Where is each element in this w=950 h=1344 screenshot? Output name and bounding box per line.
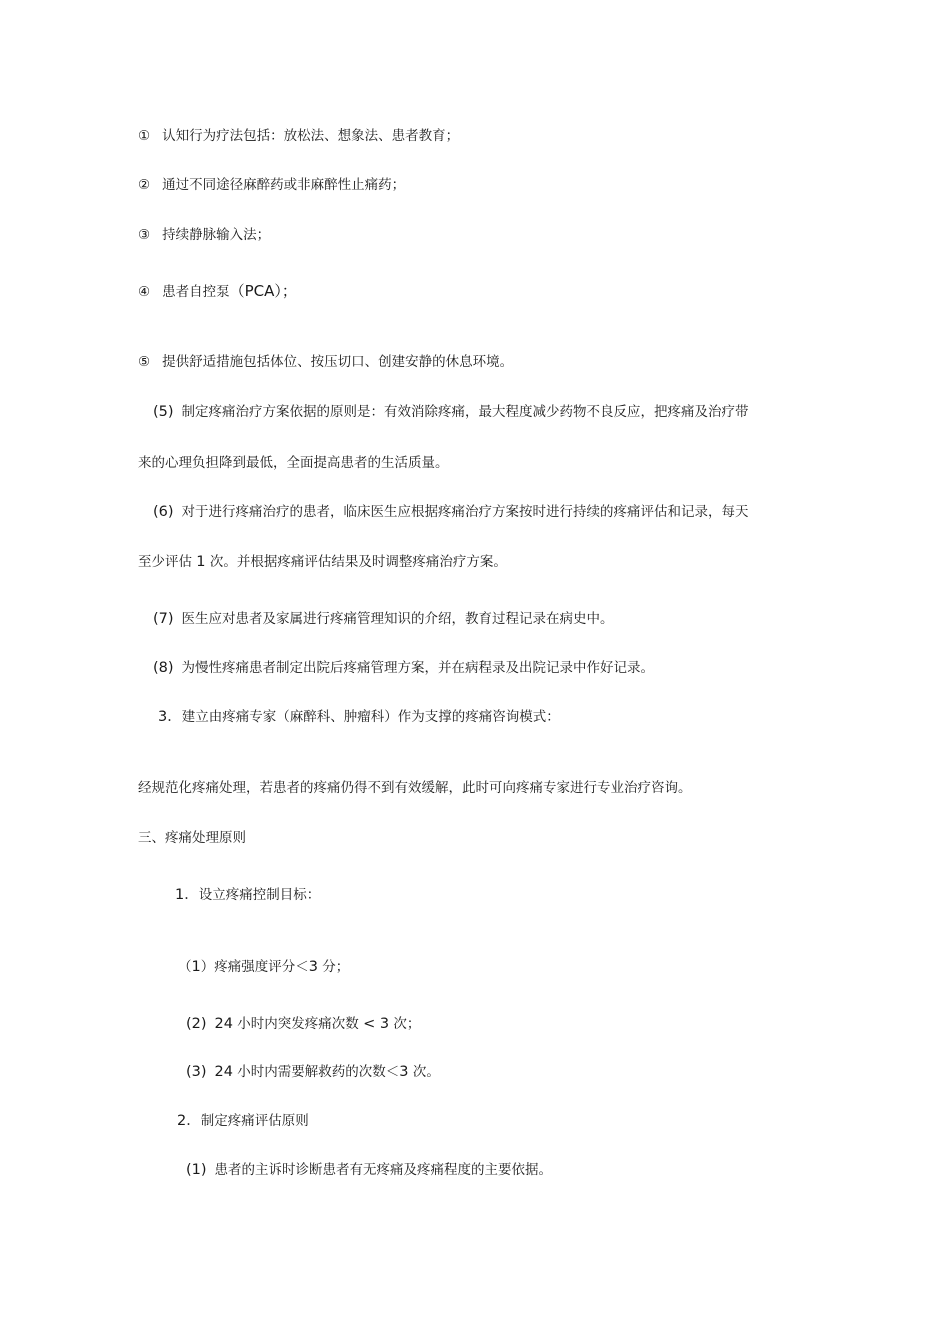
paragraph-8: [153, 658, 654, 678]
goal-3-value: 3: [399, 1064, 409, 1080]
circled-number-3: ③: [138, 227, 151, 243]
subsection-1-heading: [175, 885, 320, 905]
list-item-5: [138, 352, 513, 372]
goal-3: [186, 1062, 440, 1082]
paragraph-5-text: 制定疼痛治疗方案依据的原则是：有效消除疼痛，最大程度减少药物不良反应，把疼痛及治疗带: [181, 404, 749, 420]
list-item-2-text: 通过不同途径麻醉药或非麻醉性止痛药；: [162, 177, 406, 193]
paragraph-8-text: 为慢性疼痛患者制定出院后疼痛管理方案，并在病程录及出院记录中作好记录。: [181, 660, 655, 676]
goal-1-value: 3: [308, 959, 318, 975]
list-item-2: [138, 175, 405, 195]
paragraph-7: [153, 609, 614, 629]
list-item-4-text: 患者自控泵: [162, 284, 230, 300]
goal-3-unit: 次。: [412, 1064, 440, 1080]
goal-1-unit: 分；: [322, 959, 350, 975]
principle-1: [186, 1160, 552, 1180]
paragraph-7-text: 医生应对患者及家属进行疼痛管理知识的介绍，教育过程记录在病史中。: [181, 611, 614, 627]
paragraph-6-line-2: [138, 552, 507, 572]
pca-label: （PCA）；: [229, 282, 297, 300]
goal-2-hours: 24: [214, 1016, 233, 1032]
circled-number-1: ①: [138, 128, 151, 144]
paragraph-consult: [138, 778, 692, 798]
goal-3-text: 小时内需要解救药的次数＜: [237, 1064, 400, 1080]
subsection-2-number: 2．: [177, 1113, 201, 1129]
goal-1-number: 1: [191, 959, 201, 975]
chapter-heading-text: 三、疼痛处理原则: [138, 830, 246, 846]
circled-number-4: ④: [138, 284, 151, 300]
subsection-1-text: 设立疼痛控制目标：: [198, 887, 321, 903]
paragraph-5-line-2: [138, 453, 449, 473]
goal-1-text: ）疼痛强度评分＜: [200, 959, 309, 975]
section-3-heading: [158, 707, 560, 727]
goal-1-open: （: [178, 959, 192, 975]
goal-2-text: 小时内突发疼痛次数: [237, 1016, 359, 1032]
list-item-5-text: 提供舒适措施包括体位、按压切口、创建安静的休息环境。: [162, 354, 514, 370]
list-item-3: [138, 225, 270, 245]
principle-1-number: (1): [186, 1162, 207, 1178]
paragraph-6-text-a: 至少评估: [138, 554, 192, 570]
paragraph-5-line-1: [153, 402, 749, 422]
circled-number-5: ⑤: [138, 354, 151, 370]
subsection-2-text: 制定疼痛评估原则: [200, 1113, 309, 1129]
goal-3-number: (3): [186, 1064, 207, 1080]
principle-1-text: 患者的主诉时诊断患者有无疼痛及疼痛程度的主要依据。: [214, 1162, 553, 1178]
goal-2: [186, 1014, 420, 1034]
paragraph-6-number: (6): [153, 504, 174, 520]
list-item-1-text: 认知行为疗法包括：放松法、想象法、患者教育；: [162, 128, 460, 144]
subsection-2-heading: [177, 1111, 309, 1131]
circled-number-2: ②: [138, 177, 151, 193]
paragraph-6-count: 1: [196, 554, 206, 570]
goal-1: [178, 957, 349, 977]
subsection-1-number: 1．: [175, 887, 199, 903]
paragraph-5-text-cont: 来的心理负担降到最低，全面提高患者的生活质量。: [138, 455, 449, 471]
goal-2-value: < 3: [363, 1016, 390, 1032]
list-item-3-text: 持续静脉输入法；: [162, 227, 271, 243]
list-item-1: [138, 126, 459, 146]
goal-3-hours: 24: [214, 1064, 233, 1080]
paragraph-6-text: 对于进行疼痛治疗的患者，临床医生应根据疼痛治疗方案按时进行持续的疼痛评估和记录，每天: [181, 504, 749, 520]
paragraph-5-number: (5): [153, 404, 174, 420]
goal-2-unit: 次；: [393, 1016, 421, 1032]
goal-2-number: (2): [186, 1016, 207, 1032]
chapter-heading: [138, 828, 246, 848]
paragraph-6-text-b: 次。并根据疼痛评估结果及时调整疼痛治疗方案。: [209, 554, 507, 570]
paragraph-6-line-1: [153, 502, 749, 522]
section-3-number: 3．: [158, 709, 182, 725]
paragraph-8-number: (8): [153, 660, 174, 676]
list-item-4: [138, 281, 297, 302]
paragraph-7-number: (7): [153, 611, 174, 627]
paragraph-consult-text: 经规范化疼痛处理，若患者的疼痛仍得不到有效缓解，此时可向疼痛专家进行专业治疗咨询。: [138, 780, 692, 796]
section-3-text: 建立由疼痛专家（麻醉科、肿瘤科）作为支撑的疼痛咨询模式：: [181, 709, 560, 725]
